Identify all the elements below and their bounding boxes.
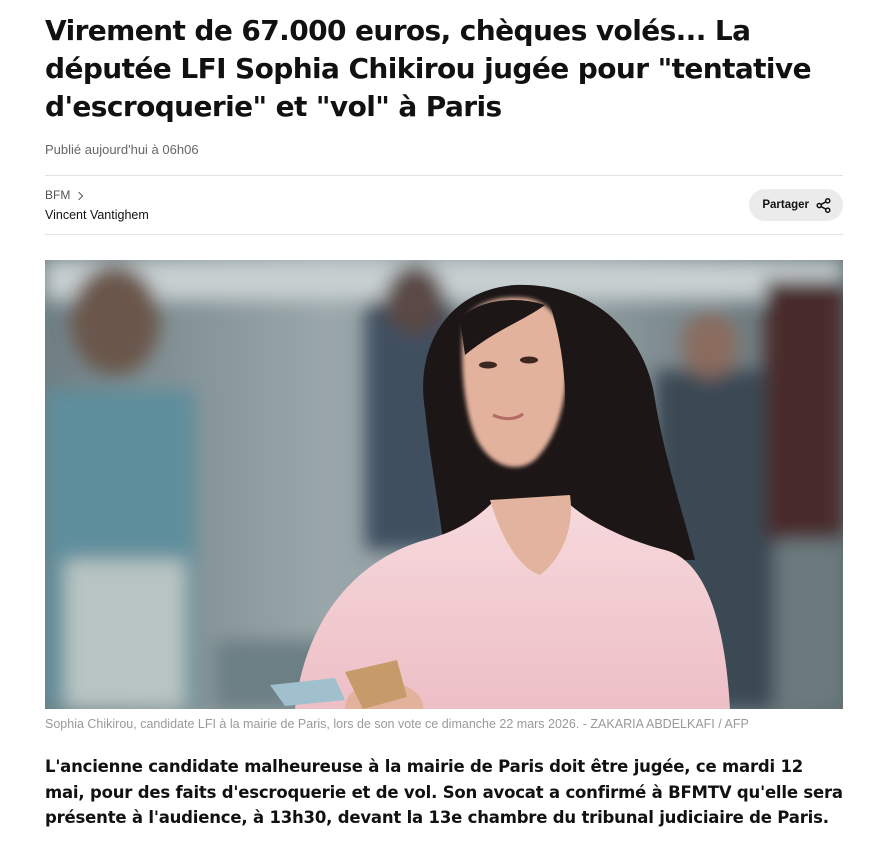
source-name: BFM — [45, 188, 71, 202]
share-button[interactable] — [749, 189, 843, 221]
photo-illustration — [45, 260, 843, 709]
byline-bar — [45, 175, 843, 235]
chevron-right-icon — [75, 191, 83, 199]
image-caption: Sophia Chikirou, candidate LFI à la mairie de Paris, lors de son vote ce dimanche 22 mars 2026. - ZAKARIA ABDELKAFI / AFP — [45, 717, 749, 731]
author-link[interactable]: Vincent Vantighem — [45, 208, 149, 222]
article-photo — [45, 260, 843, 709]
article — [45, 0, 843, 827]
share-button-label: Partager — [762, 199, 809, 211]
share-icon — [816, 198, 831, 213]
article-headline: Virement de 67.000 euros, chèques volés... La députée LFI Sophia Chikirou jugée pour "tentative d'escroquerie" et "vol" à Paris — [45, 14, 811, 123]
source-link[interactable] — [45, 188, 82, 202]
publication-date: Publié aujourd'hui à 06h06 — [45, 142, 199, 157]
article-lede: L'ancienne candidate malheureuse à la mairie de Paris doit être jugée, ce mardi 12 mai, pour des faits d'escroquerie et de vol. Son avocat a confirmé à BFMTV qu'elle sera présente à l'audience, à 13h30, devant la 13e chambre du tribunal judiciaire de Paris. — [45, 757, 843, 827]
